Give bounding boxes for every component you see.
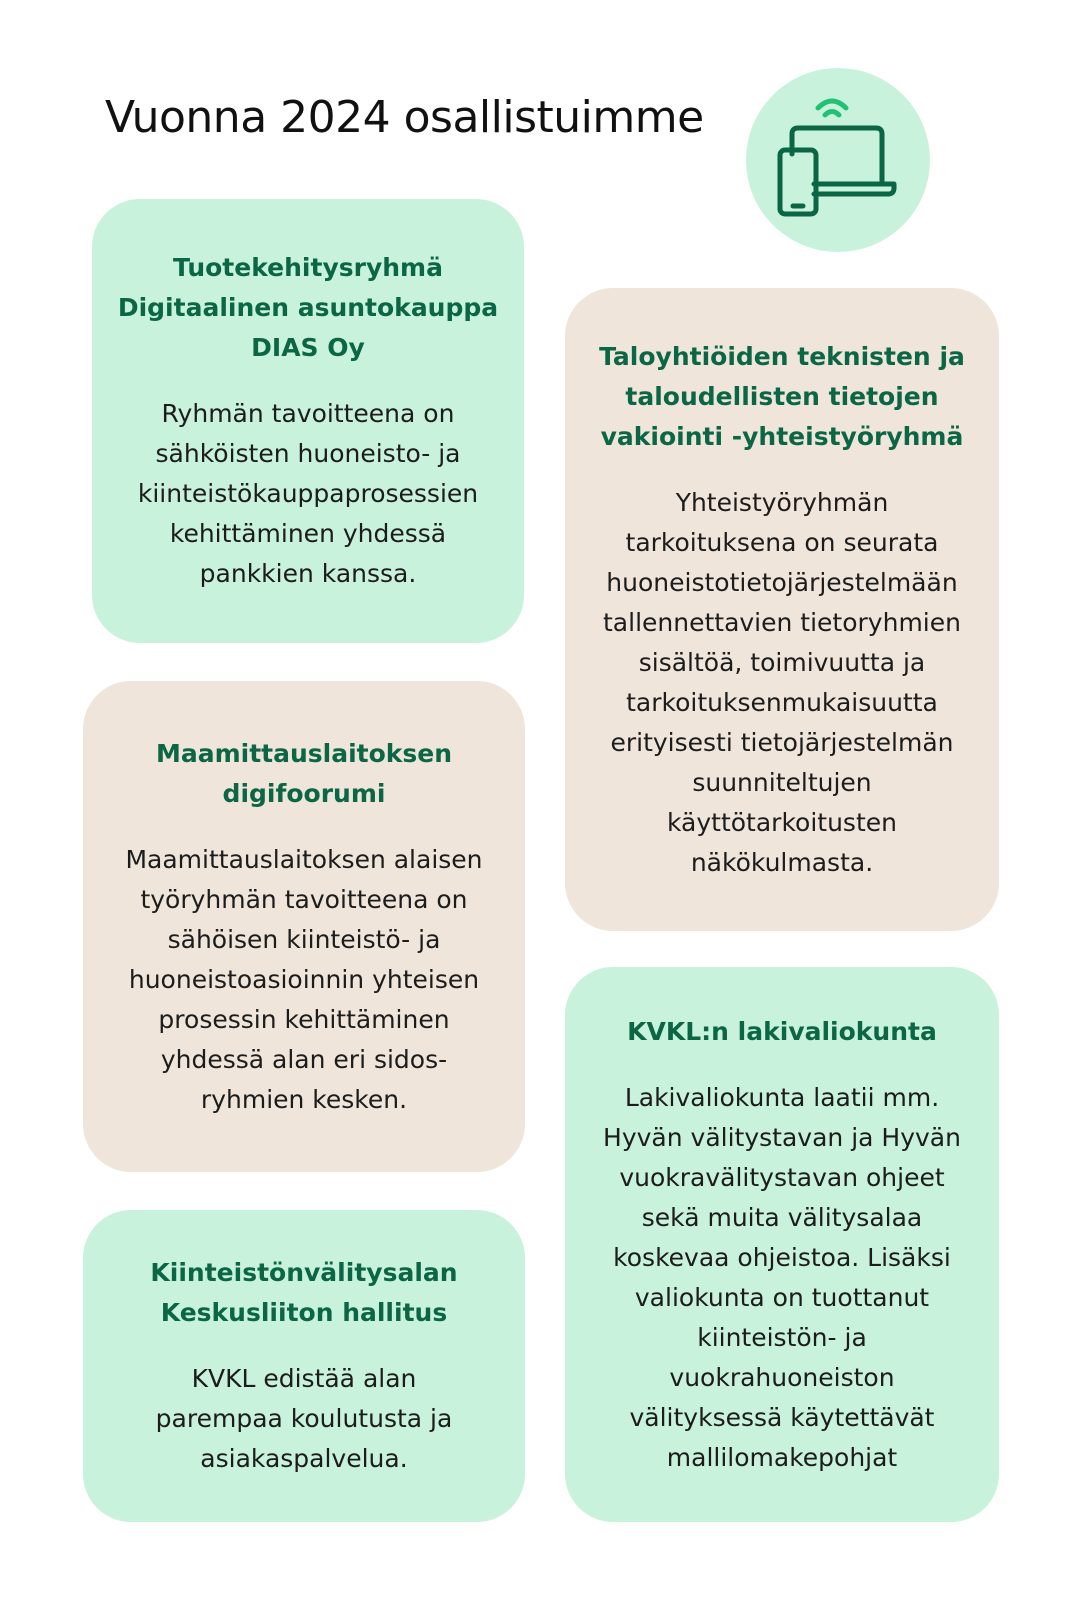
card-heading: Kiinteistönvälitysalan Keskusliiton hallitus [150,1258,458,1327]
card-body: KVKL edistää alan parempaa koulutusta ja asiakaspalvelua. [155,1364,453,1473]
card-maamittauslaitos [83,681,525,1172]
devices-icon-graphic [746,68,930,252]
card-taloyhtiot [565,288,999,931]
card-heading: Taloyhtiöiden teknisten ja taloudellisten tietojen vakiointi -yhteistyöryhmä [599,341,965,451]
card-heading: Tuotekehitysryhmä Digitaalinen asuntokauppa DIAS Oy [117,253,499,362]
card-body: Maamittauslaitoksen alaisen työryhmän tavoitteena on sähöisen kiinteistö- ja huoneistoasioinnin yhteisen prosessin kehittäminen yhdessä alan eri sidos- ryhmien kesken. [125,844,483,1114]
page-title: Vuonna 2024 osallistuimme [105,92,704,143]
card-heading: Maamittauslaitoksen digifoorumi [155,738,453,808]
card-body: Lakivaliokunta laatii mm. Hyvän välitystavan ja Hyvän vuokravälitystavan ohjeet sekä muita välitysalaa koskevaa ohjeistoa. Lisäksi valiokunta on tuottanut kiinteistön- ja vuokrahuoneiston välityksessä käytettävät mallilomakepohjat [603,1082,961,1472]
card-heading: KVKL:n lakivaliokunta [627,1016,937,1046]
devices-wifi-icon [746,68,930,252]
card-body: Yhteistyöryhmän tarkoituksena on seurata huoneistotietojärjestelmään tallennettavien tietoryhmien sisältöä, toimivuutta ja tarkoituksenmukaisuutta erityisesti tietojärjestelmän suunniteltujen käyttötarkoitusten näkökulmasta. [603,487,961,877]
card-body: Ryhmän tavoitteena on sähköisten huoneisto- ja kiinteistökauppaprosessien kehittäminen yhdessä pankkien kanssa. [137,399,479,588]
card-kvkl-hallitus [83,1210,525,1522]
icon-badge-circle [746,68,930,252]
card-lakivaliokunta [565,967,999,1522]
card-dias [92,199,524,643]
